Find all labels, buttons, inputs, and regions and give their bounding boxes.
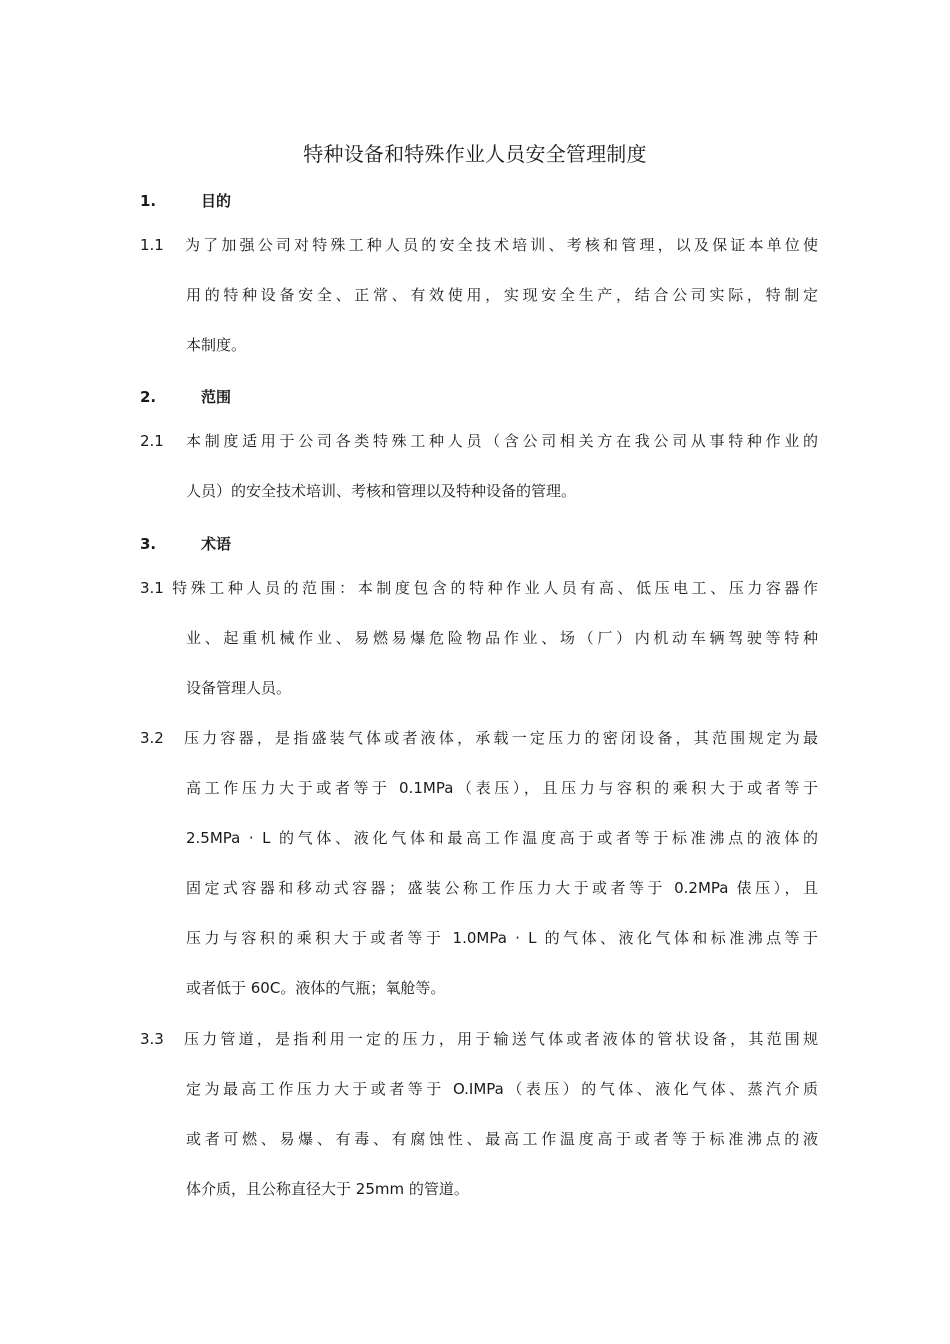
section-number: 1. <box>140 192 157 210</box>
clause-line: 压力容器，是指盛装气体或者液体，承载一定压力的密闭设备，其范围规定为最 <box>184 729 818 747</box>
clause-line: 用的特种设备安全、正常、有效使用，实现安全生产，结合公司实际，特制定 <box>186 286 818 304</box>
clause-line: 为了加强公司对特殊工种人员的安全技术培训、考核和管理，以及保证本单位使 <box>185 236 818 254</box>
clause-line: 固定式容器和移动式容器；盛装公称工作压力大于或者等于 0.2MPa 俵压），且 <box>186 879 818 897</box>
section-number: 2. <box>140 388 157 406</box>
clause-3-2 <box>140 726 818 1000</box>
clause-line: 本制度。 <box>186 336 247 354</box>
section-number: 3. <box>140 535 157 553</box>
clause-line: 人员）的安全技术培训、考核和管理以及特种设备的管理。 <box>186 482 577 500</box>
clause-2-1 <box>140 429 818 503</box>
clause-line: 3.1 特殊工种人员的范围：本制度包含的特种作业人员有高、低压电工、压力容器作 <box>140 579 818 597</box>
clause-line: 2.5MPa · L 的气体、液化气体和最高工作温度高于或者等于标准沸点的液体的 <box>186 829 818 847</box>
clause-number: 1.1 <box>140 236 164 254</box>
clause-number: 3.3 <box>140 1030 164 1048</box>
clause-line: 高工作压力大于或者等于 0.1MPa（表压），且压力与容积的乘积大于或者等于 <box>186 779 818 797</box>
clause-line: 或者低于 60C。液体的气瓶；氧舱等。 <box>186 979 446 997</box>
clause-3-1 <box>140 576 818 700</box>
clause-line: 或者可燃、易爆、有毒、有腐蚀性、最高工作温度高于或者等于标准沸点的液 <box>186 1130 818 1148</box>
section-title: 范围 <box>201 388 232 406</box>
section-title: 术语 <box>201 535 232 553</box>
clause-line: 设备管理人员。 <box>186 679 292 697</box>
section-title: 目的 <box>201 192 232 210</box>
clause-line: 业、起重机械作业、易燃易爆危险物品作业、场（厂）内机动车辆驾驶等特种 <box>186 629 818 647</box>
clause-line: 体介质，且公称直径大于 25mm 的管道。 <box>186 1180 469 1198</box>
clause-number: 3.2 <box>140 729 164 747</box>
clause-line: 压力与容积的乘积大于或者等于 1.0MPa · L 的气体、液化气体和标准沸点等于 <box>186 929 818 947</box>
clause-line: 压力管道，是指利用一定的压力，用于输送气体或者液体的管状设备，其范围规 <box>184 1030 818 1048</box>
clause-3-3 <box>140 1027 818 1201</box>
clause-line: 定为最高工作压力大于或者等于 O.IMPa（表压）的气体、液化气体、蒸汽介质 <box>186 1080 818 1098</box>
clause-1-1 <box>140 233 818 357</box>
document-title: 特种设备和特殊作业人员安全管理制度 <box>303 142 647 166</box>
clause-line: 本制度适用于公司各类特殊工种人员（含公司相关方在我公司从事特种作业的 <box>186 432 818 450</box>
clause-number: 2.1 <box>140 432 164 450</box>
